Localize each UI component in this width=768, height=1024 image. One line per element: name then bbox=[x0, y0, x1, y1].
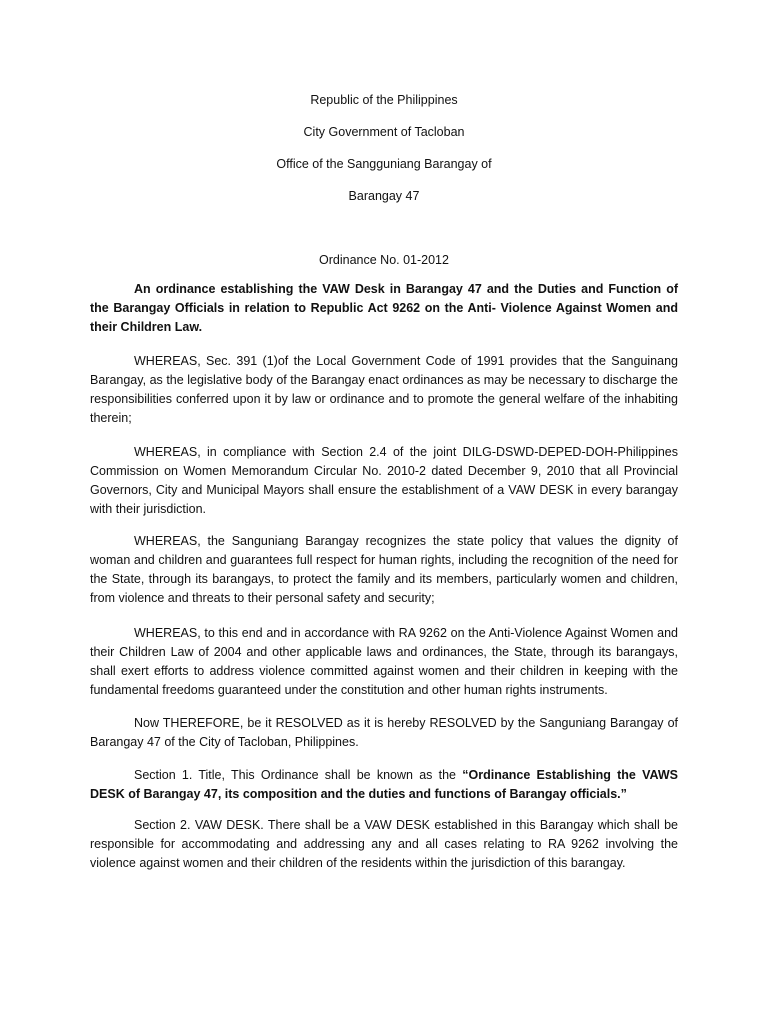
section-2: Section 2. VAW DESK. There shall be a VAW DESK established in this Barangay which shall be responsible for accommodating and addressing any and all cases relating to RA 9262 involving the violence against women and their children of the residents within the jurisdiction of this barangay. bbox=[90, 818, 678, 870]
whereas-clause-2: WHEREAS, in compliance with Section 2.4 of the joint DILG-DSWD-DEPED-DOH-Philippines Commission on Women Memorandum Circular No. 2010-2 dated December 9, 2010 that all Provincial Governors, City and Municipal Mayors shall ensure the establishment of a VAW DESK in every barangay with their jurisdiction. bbox=[90, 445, 678, 516]
whereas-clause-4: WHEREAS, to this end and in accordance with RA 9262 on the Anti-Violence Against Women and their Children Law of 2004 and other applicable laws and ordinances, the State, through its barangays, shall exert efforts to address violence committed against women and their children in keeping with the fundamental freedoms guaranteed under the constitution and other human rights instruments. bbox=[90, 626, 678, 697]
ordinance-title: An ordinance establishing the VAW Desk in Barangay 47 and the Duties and Function of the Barangay Officials in relation to Republic Act 9262 on the Anti- Violence Against Women and their Children Law. bbox=[90, 282, 678, 334]
whereas-clause-1: WHEREAS, Sec. 391 (1)of the Local Government Code of 1991 provides that the Sanguinang Barangay, as the legislative body of the Barangay enact ordinances as may be necessary to discharge the responsibilities conferred upon it by law or ordinance and to promote the general welfare of the inhabiting therein; bbox=[90, 354, 678, 425]
header-office: Office of the Sangguniang Barangay of bbox=[276, 157, 492, 171]
header-republic: Republic of the Philippines bbox=[310, 93, 458, 107]
section-1 bbox=[90, 766, 678, 804]
section-1-title: “Ordinance Establishing the VAWS DESK of Barangay 47, its composition and the duties and functions of Barangay officials.” bbox=[90, 768, 678, 801]
whereas-clause-3: WHEREAS, the Sanguniang Barangay recognizes the state policy that values the dignity of woman and children and guarantees full respect for human rights, including the recognition of the need for the State, through its barangays, to protect the family and its members, particularly women and children, from violence and threats to their personal safety and security; bbox=[90, 534, 678, 605]
header-city-government: City Government of Tacloban bbox=[303, 125, 465, 139]
resolved-clause: Now THEREFORE, be it RESOLVED as it is hereby RESOLVED by the Sanguniang Barangay of Barangay 47 of the City of Tacloban, Philippines. bbox=[90, 716, 678, 749]
header-barangay: Barangay 47 bbox=[348, 189, 420, 203]
ordinance-number: Ordinance No. 01-2012 bbox=[319, 253, 449, 267]
section-1-lead: Section 1. Title, This Ordinance shall be known as the bbox=[134, 768, 463, 782]
